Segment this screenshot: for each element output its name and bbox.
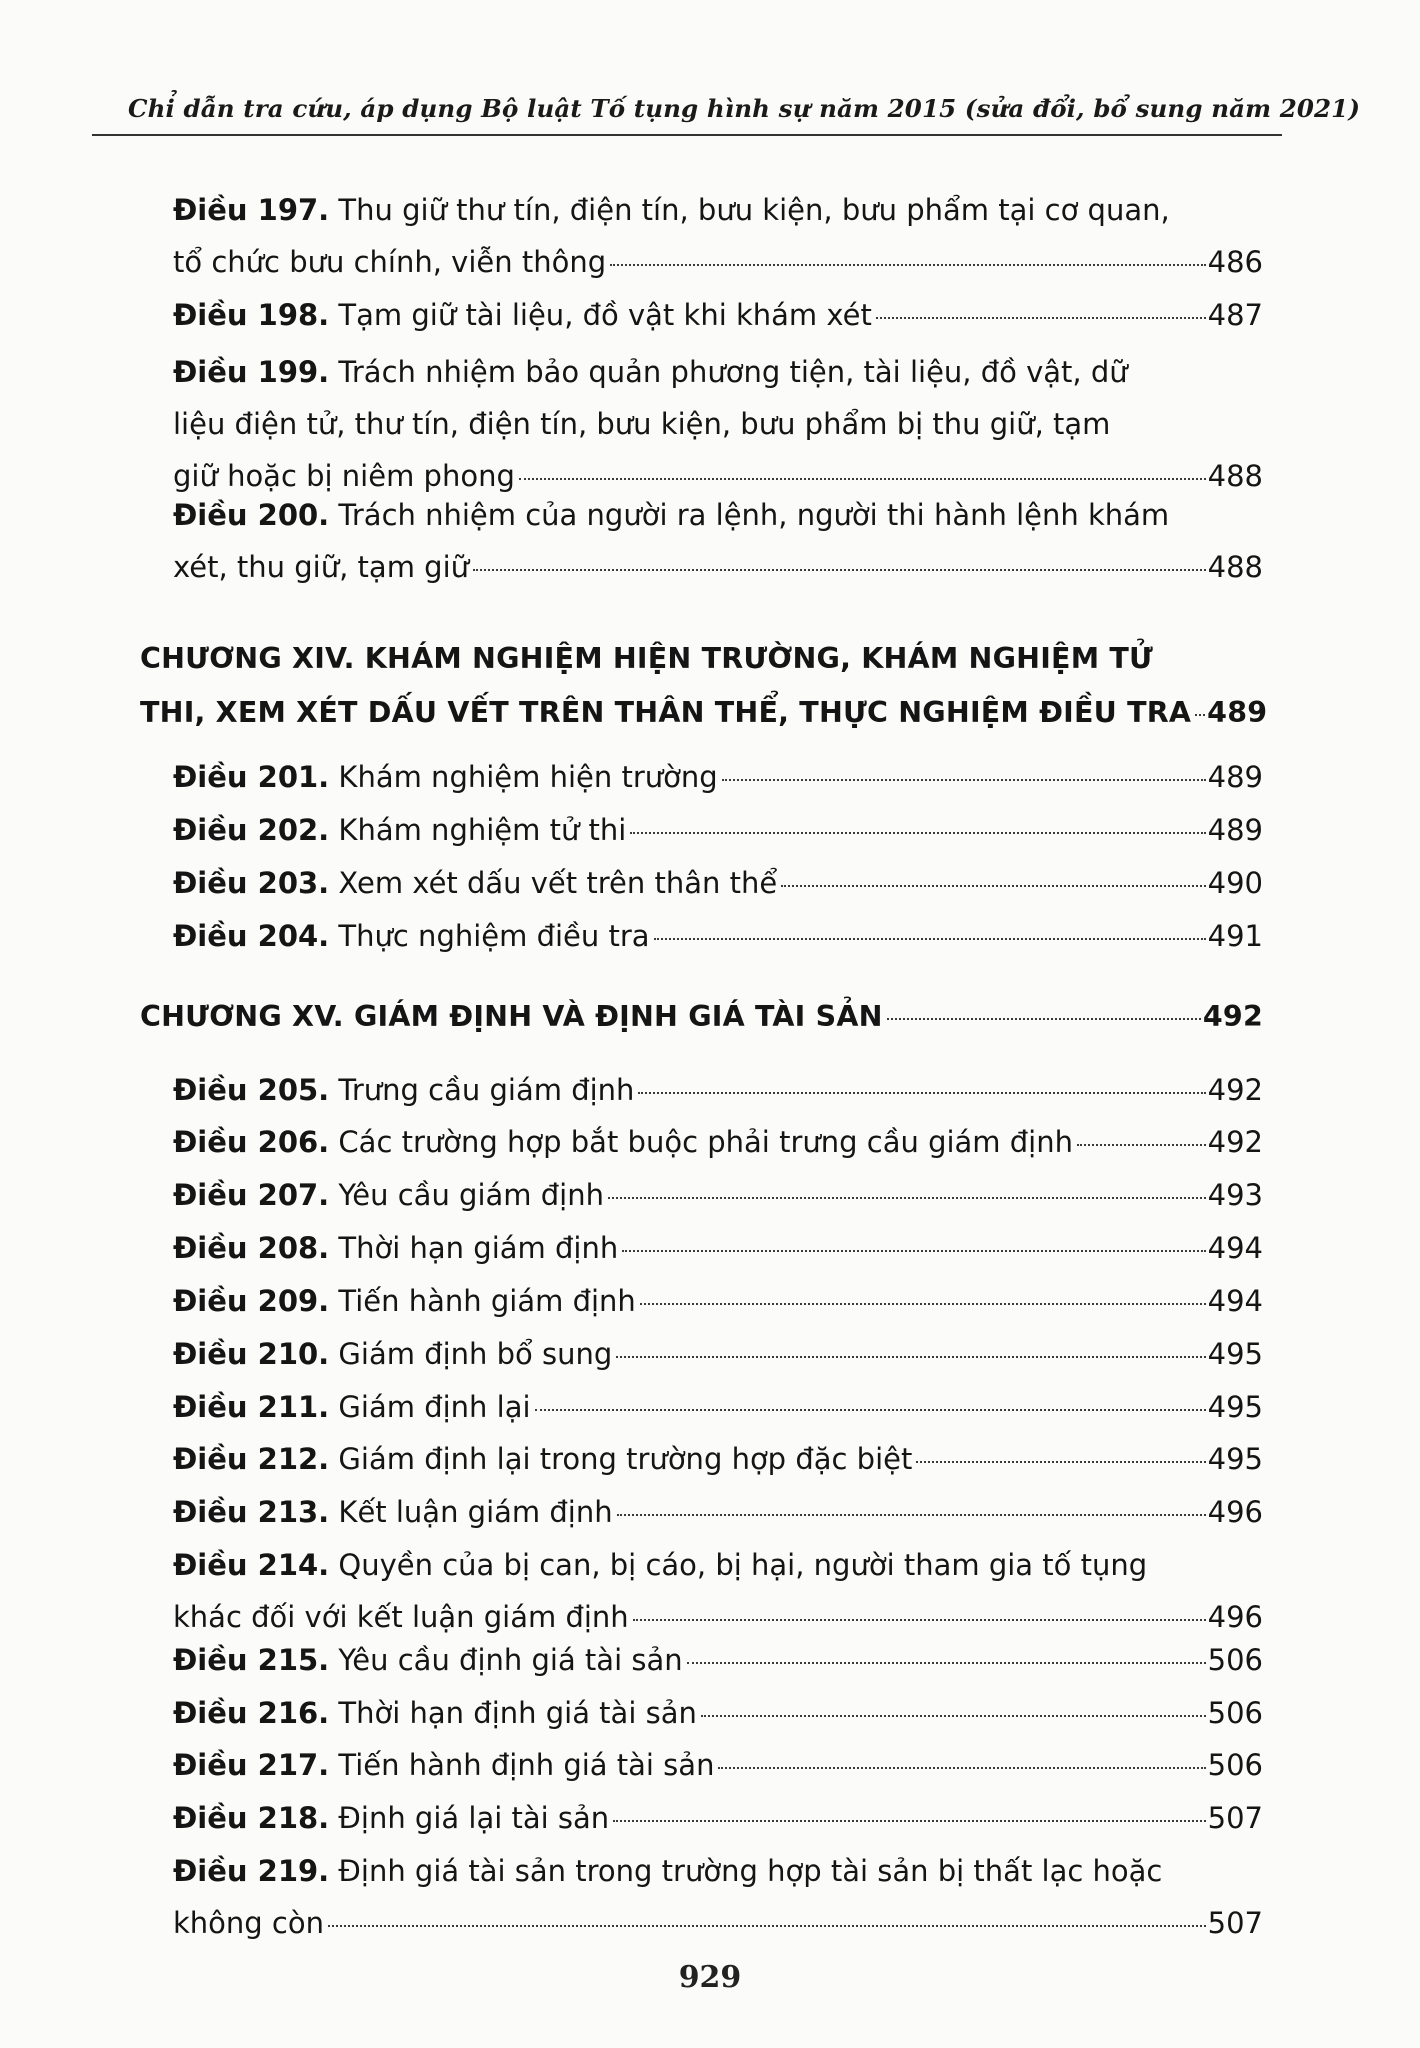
dot-leader [718, 1767, 1205, 1769]
article-title: Xem xét dấu vết trên thân thể [338, 866, 778, 900]
article-title: Tiến hành định giá tài sản [338, 1748, 715, 1782]
page-reference: 506 [1207, 1748, 1263, 1782]
article-number: Điều 204. [173, 919, 330, 953]
page-reference: 487 [1207, 298, 1263, 332]
dot-leader [701, 1715, 1206, 1717]
article-title: Tiến hành giám định [338, 1284, 636, 1318]
page-reference: 495 [1207, 1390, 1263, 1424]
article-title: Trách nhiệm của người ra lệnh, người thi hành lệnh khám [338, 498, 1170, 532]
article-number: Điều 210. [173, 1337, 330, 1371]
page-reference: 495 [1207, 1337, 1263, 1371]
dot-leader [633, 1619, 1206, 1621]
dot-leader [622, 1250, 1205, 1252]
page-reference: 489 [1207, 760, 1263, 794]
dot-leader [654, 938, 1206, 940]
dot-leader [781, 885, 1205, 887]
article-number: Điều 198. [173, 298, 330, 332]
article-number: Điều 199. [173, 355, 330, 389]
article-number: Điều 200. [173, 498, 330, 532]
page-number: 929 [678, 1960, 742, 1995]
dot-leader [608, 1197, 1206, 1199]
toc-entry-line [173, 1854, 1263, 1888]
article-title: Yêu cầu định giá tài sản [338, 1643, 683, 1677]
article-title: xét, thu giữ, tạm giữ [173, 550, 470, 584]
toc-entry-line [173, 813, 1263, 847]
article-title: Thời hạn giám định [338, 1231, 619, 1265]
page-reference: 492 [1207, 1125, 1263, 1159]
page-reference: 492 [1202, 1000, 1263, 1033]
article-title: Trưng cầu giám định [338, 1073, 635, 1107]
article-title: Trách nhiệm bảo quản phương tiện, tài liệu, đồ vật, dữ [338, 355, 1128, 389]
running-head: Chỉ dẫn tra cứu, áp dụng Bộ luật Tố tụng hình sự năm 2015 (sửa đổi, bổ sung năm 2021) [128, 94, 1361, 123]
article-number: Điều 207. [173, 1178, 330, 1212]
toc-entry-line [173, 1125, 1263, 1159]
dot-leader [473, 569, 1206, 571]
toc-entry-line [173, 760, 1263, 794]
article-number: Điều 217. [173, 1748, 330, 1782]
article-title: Giám định bổ sung [338, 1337, 613, 1371]
article-title: Thời hạn định giá tài sản [338, 1696, 697, 1730]
page-reference: 486 [1207, 245, 1263, 279]
article-title: Giám định lại trong trường hợp đặc biệt [338, 1442, 913, 1476]
page-reference: 507 [1207, 1801, 1263, 1835]
dot-leader [610, 264, 1206, 266]
toc-entry-line [173, 1600, 1263, 1634]
page-reference: 506 [1207, 1696, 1263, 1730]
dot-leader [616, 1356, 1205, 1358]
article-number: Điều 203. [173, 866, 330, 900]
toc-entry-line [173, 1073, 1263, 1107]
article-title: không còn [173, 1906, 324, 1940]
page-reference: 494 [1207, 1284, 1263, 1318]
toc-entry-line [173, 1178, 1263, 1212]
page-reference: 490 [1207, 866, 1263, 900]
dot-leader [1195, 714, 1205, 716]
page-reference: 489 [1207, 696, 1268, 729]
toc-entry-line [173, 1442, 1263, 1476]
article-title: Khám nghiệm tử thi [338, 813, 627, 847]
dot-leader [916, 1461, 1205, 1463]
chapter-heading-line [140, 642, 1263, 675]
toc-entry-line [173, 1284, 1263, 1318]
article-number: Điều 201. [173, 760, 330, 794]
page-reference: 506 [1207, 1643, 1263, 1677]
dot-leader [638, 1092, 1205, 1094]
article-title: liệu điện tử, thư tín, điện tín, bưu kiện, bưu phẩm bị thu giữ, tạm [173, 407, 1111, 441]
dot-leader [722, 779, 1206, 781]
article-title: Thực nghiệm điều tra [338, 919, 650, 953]
article-number: Điều 208. [173, 1231, 330, 1265]
toc-entry-line [173, 1548, 1263, 1582]
article-number: Điều 209. [173, 1284, 330, 1318]
article-title: Khám nghiệm hiện trường [338, 760, 718, 794]
page-reference: 494 [1207, 1231, 1263, 1265]
chapter-title: THI, XEM XÉT DẤU VẾT TRÊN THÂN THỂ, THỰC NGHIỆM ĐIỀU TRA [140, 696, 1192, 729]
article-title: Tạm giữ tài liệu, đồ vật khi khám xét [338, 298, 872, 332]
article-number: Điều 218. [173, 1801, 330, 1835]
article-title: Giám định lại [338, 1390, 531, 1424]
page-reference: 488 [1207, 459, 1263, 493]
dot-leader [1077, 1144, 1206, 1146]
toc-entry-line [173, 1495, 1263, 1529]
article-title: Định giá tài sản trong trường hợp tài sản bị thất lạc hoặc [338, 1854, 1163, 1888]
page-reference: 491 [1207, 919, 1263, 953]
article-title: Yêu cầu giám định [338, 1178, 604, 1212]
toc-entry-line [173, 193, 1263, 227]
toc-entry-line [173, 550, 1263, 584]
header-rule [92, 134, 1282, 136]
article-title: tổ chức bưu chính, viễn thông [173, 245, 607, 279]
toc-entry-line [173, 1906, 1263, 1940]
toc-entry-line [173, 459, 1263, 493]
article-title: Định giá lại tài sản [338, 1801, 610, 1835]
page-reference: 489 [1207, 813, 1263, 847]
page-reference: 496 [1207, 1600, 1263, 1634]
toc-entry-line [173, 355, 1263, 389]
toc-entry-line [173, 1748, 1263, 1782]
dot-leader [535, 1409, 1206, 1411]
page-reference: 488 [1207, 550, 1263, 584]
toc-entry-line [173, 1643, 1263, 1677]
dot-leader [519, 478, 1206, 480]
toc-entry-line [173, 407, 1263, 441]
toc-entry-line [173, 245, 1263, 279]
article-title: khác đối với kết luận giám định [173, 1600, 629, 1634]
dot-leader [687, 1662, 1206, 1664]
toc-entry-line [173, 1231, 1263, 1265]
dot-leader [887, 1018, 1201, 1020]
article-title: Kết luận giám định [338, 1495, 613, 1529]
page-reference: 492 [1207, 1073, 1263, 1107]
page-reference: 493 [1207, 1178, 1263, 1212]
article-title: Thu giữ thư tín, điện tín, bưu kiện, bưu phẩm tại cơ quan, [338, 193, 1170, 227]
chapter-heading-line [140, 696, 1268, 729]
article-number: Điều 206. [173, 1125, 330, 1159]
article-number: Điều 212. [173, 1442, 330, 1476]
chapter-heading-line [140, 1000, 1263, 1033]
toc-entry-line [173, 1390, 1263, 1424]
page-reference: 496 [1207, 1495, 1263, 1529]
chapter-title: CHƯƠNG XIV. KHÁM NGHIỆM HIỆN TRƯỜNG, KHÁM NGHIỆM TỬ [140, 642, 1154, 675]
dot-leader [876, 317, 1206, 319]
toc-entry-line [173, 866, 1263, 900]
toc-entry-line [173, 1801, 1263, 1835]
article-number: Điều 211. [173, 1390, 330, 1424]
dot-leader [630, 832, 1205, 834]
article-number: Điều 216. [173, 1696, 330, 1730]
dot-leader [617, 1514, 1206, 1516]
article-title: Quyền của bị can, bị cáo, bị hại, người tham gia tố tụng [338, 1548, 1148, 1582]
article-title: Các trường hợp bắt buộc phải trưng cầu giám định [338, 1125, 1073, 1159]
article-number: Điều 205. [173, 1073, 330, 1107]
dot-leader [613, 1820, 1205, 1822]
chapter-title: CHƯƠNG XV. GIÁM ĐỊNH VÀ ĐỊNH GIÁ TÀI SẢN [140, 1000, 883, 1033]
article-number: Điều 197. [173, 193, 330, 227]
article-number: Điều 202. [173, 813, 330, 847]
page-reference: 495 [1207, 1442, 1263, 1476]
toc-entry-line [173, 1337, 1263, 1371]
article-number: Điều 215. [173, 1643, 330, 1677]
article-title: giữ hoặc bị niêm phong [173, 459, 515, 493]
article-number: Điều 213. [173, 1495, 330, 1529]
article-number: Điều 219. [173, 1854, 330, 1888]
dot-leader [640, 1303, 1206, 1305]
toc-entry-line [173, 1696, 1263, 1730]
page-reference: 507 [1207, 1906, 1263, 1940]
dot-leader [328, 1925, 1206, 1927]
toc-entry-line [173, 298, 1263, 332]
toc-entry-line [173, 498, 1263, 532]
article-number: Điều 214. [173, 1548, 330, 1582]
toc-entry-line [173, 919, 1263, 953]
